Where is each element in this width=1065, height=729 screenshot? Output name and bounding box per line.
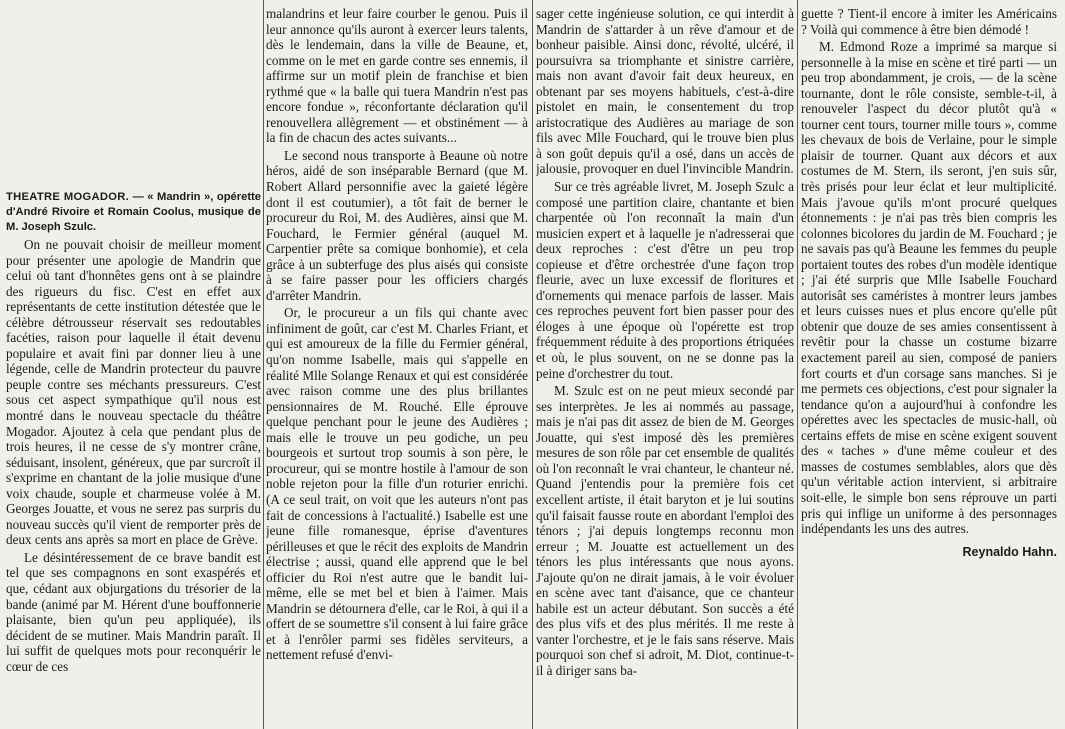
paragraph-continued: guette ? Tient-il encore à imiter les Américains ? Voilà qui commence à être bien démodé ! (801, 6, 1057, 37)
review-column-1 (6, 190, 261, 674)
author-signature: Reynaldo Hahn. (962, 544, 1057, 559)
heading-details: — « Mandrin », opérette d'André Rivoire et Romain Coolus, musique de M. Joseph Szulc. (6, 191, 261, 233)
paragraph: Le désintéressement de ce brave bandit est tel que ses compagnons en sont exaspérés et que, cédant aux objurgations du trésorier de la bande (animé par M. Hérent d'une bouffonnerie plaisante, bien qu'un peu appliquée), ils décident de se mutiner. Mais Mandrin paraît. Il lui suffit de quelques mots pour reconquérir le cœur de ces (6, 549, 261, 674)
paragraph: Le second nous transporte à Beaune où notre héros, aidé de son inséparable Bernard (que M. Robert Allard personnifie avec la gaieté légère dont il est coutumier), a tôt fait de berner le procureur du Roi, M. des Audières, ainsi que M. Fouchard, le Fermier général (auquel M. Carpentier prête sa comique bonhomie), et cela grâce à un subterfuge des plus aisés qui consiste à se faire passer pour les officiers chargés d'arrêter Mandrin. (266, 147, 528, 303)
paragraph-continued: sager cette ingénieuse solution, ce qui interdit à Mandrin de s'attarder à un rêve d'amour et de bonheur paisible. Ainsi donc, révolté, ulcéré, il poursuivra sa triomphante et sinistre carrière, mais non avant d'avoir fait deux heureux, en obtenant par ses moyens habituels, c'est-à-dire pistolet en main, le consentement du trop aristocratique des Audières au mariage de son fils avec Mlle Fouchard, qui le trouve bien plus à son goût depuis qu'il a osé, dans un accès de jalousie, provoquer en duel l'invincible Mandrin. (536, 6, 794, 177)
venue-name: THEATRE MOGADOR. (6, 191, 130, 203)
paragraph-continued: malandrins et leur faire courber le genou. Puis il leur annonce qu'ils auront à exercer leurs talents, dès le lendemain, dans la ville de Beaune, et, comme on le met en garde contre ses ennemis, il affirme sur un motif plein de franchise et bien rythmé que « la balle qui tuera Mandrin n'est pas encore fondue », réconfortante déclaration qu'il renouvellera allègrement — et obstinément — à la fin de chacun des actes suivants... (266, 6, 528, 146)
review-heading (6, 190, 261, 235)
column-rule (532, 0, 533, 729)
paragraph: M. Szulc est on ne peut mieux secondé par ses interprètes. Je les ai nommés au passage, mais je n'ai pas dit assez de bien de M. Georges Jouatte, qui s'est imposé dès les premières mesures de son rôle par cet ensemble de qualités où l'on reconnaît le vrai chanteur, le chanteur né. Quand j'entendis pour la première fois cet excellent artiste, il était baryton et je lui soutins qu'il faisait fausse route en abordant l'emploi des ténors ; j'ai depuis longtemps reconnu mon erreur ; M. Jouatte est actuellement un des ténors les plus intéressants que nous ayons. J'ajoute qu'on ne dirait jamais, à le voir évoluer en scène avec tant d'aisance, que ce chanteur habile est un acteur débutant. Son succès a été des plus vifs et des plus mérités. Il me reste à vanter l'orchestre, et je le fais sans réserve. Mais pourquoi son chef si adroit, M. Diot, continue-t-il à diriger sans ba- (536, 383, 794, 678)
review-column-3 (536, 6, 794, 679)
paragraph: Sur ce très agréable livret, M. Joseph Szulc a composé une partition claire, chantante et bien charpentée où l'on reconnaît la main d'un musicien expert et à laquelle je n'adresserai que deux reproches : c'est d'être un peu trop copieuse et d'être orchestrée d'une façon trop fleurie, avec un luxe excessif de floritures et d'ornements qui menace parfois de lasser. Mais ces reproches peuvent fort bien passer pour des éloges à une époque où l'opérette est trop fréquemment réduite à des proportions étriquées et où, le plus souvent, on ne se donne pas la peine d'orchestrer du tout. (536, 179, 794, 381)
paragraph: Or, le procureur a un fils qui chante avec infiniment de goût, car c'est M. Charles Friant, et qui est amoureux de la fille du Fermier général, qu'on nomme Isabelle, mais qui s'appelle en réalité Mlle Solange Renaux et qui est considérée avec raison comme une des plus brillantes pensionnaires de M. Rouché. Elle éprouve quelque penchant pour le jeune des Audières ; mais elle le trouve un peu godiche, un peu bourgeois et surtout trop soumis à son père, le procureur, qui se montre hostile à l'amour de son noble rejeton pour la fille d'un roturier enrichi. (A ce seul trait, on voit que les auteurs n'ont pas fait de concessions à l'actualité.) Isabelle est une jeune fille romanesque, éprise d'aventures périlleuses et que le récit des exploits de Mandrin électrise ; aussi, quand elle apprend que le bel officier du Roi n'est autre que le bandit lui-même, elle se met bel et bien à l'aimer. Mais Mandrin se détournera d'elle, car le Roi, à qui il a offert de se soumettre s'il consent à lui faire grâce et à l'enrôler parmi ses fidèles serviteurs, a nettement refusé d'envi- (266, 305, 528, 663)
review-column-4 (801, 6, 1057, 560)
paragraph: On ne pouvait choisir de meilleur moment pour présenter une apologie de Mandrin que celui où tant d'honnêtes gens ont à se plaindre des rigueurs du fisc. C'est en effet aux représentants de cette institution détestée que le célèbre détrousseur réservait ses redoutables facéties, raison pour laquelle il était devenu populaire et avait fini par donner lieu à une légende, celle de Mandrin protecteur du pauvre peuple contre ses méchants pressureurs. C'est sous cet aspect sympathique qu'il nous est montré dans le nouveau spectacle du théâtre Mogador. Ajoutez à cela que pendant plus de trois heures, il ne cesse de s'y montrer crâne, séduisant, insolent, généreux, que par surcroît il s'exprime en chantant de la jolie musique d'une voix chaude, souple et charmeuse volée à M. Georges Jouatte, et vous ne serez pas surpris du nouveau succès qu'il vient de remporter près de deux cents ans après sa mort en place de Grève. (6, 237, 261, 548)
column-rule (797, 0, 798, 729)
paragraph: M. Edmond Roze a imprimé sa marque si personnelle à la mise en scène et tiré parti — un peu trop abondamment, je crois, — de la scène tournante, dont le rôle consiste, semble-t-il, à renouveler l'aspect du décor plutôt qu'à « tourner cent tours, tourner mille tours », comme les chevaux de bois de Verlaine, pour le simple plaisir de tourner. Quant aux décors et aux costumes de M. Stern, ils seront, j'en suis sûr, très prisés pour leur éclat et leur multiplicité. Mais j'avoue qu'ils m'ont procuré quelques étonnements : je n'ai pas très bien compris les colonnes bicolores du jardin de M. Fouchard ; je ne savais pas qu'à Beaune les femmes du peuple portaient toutes des robes d'un modèle identique ; j'ai été surpris que Mlle Isabelle Fouchard autorisât ses caméristes à montrer leurs jambes et leurs cuisses nues et plus encore qu'elle pût obtenir que douze de ses amies consentissent à revêtir pour la chasse un costume bizarre exactement pareil au sien, composé de paniers fort courts et d'un corsage sans manches. Si je me permets ces objections, c'est pour signaler la tendance qu'on a aujourd'hui à confondre les opérettes avec les spectacles de music-hall, où certains effets de mise en scène exigent souvent des « taches » d'une même couleur et des masses de costumes semblables, alors que dès qu'un véritable action intervient, si arbitraire soit-elle, le simple bon sens réprouve un parti pris qui inflige un uniforme à des personnages indépendants les uns des autres. (801, 39, 1057, 537)
review-column-2 (266, 6, 528, 663)
column-rule (263, 0, 264, 729)
